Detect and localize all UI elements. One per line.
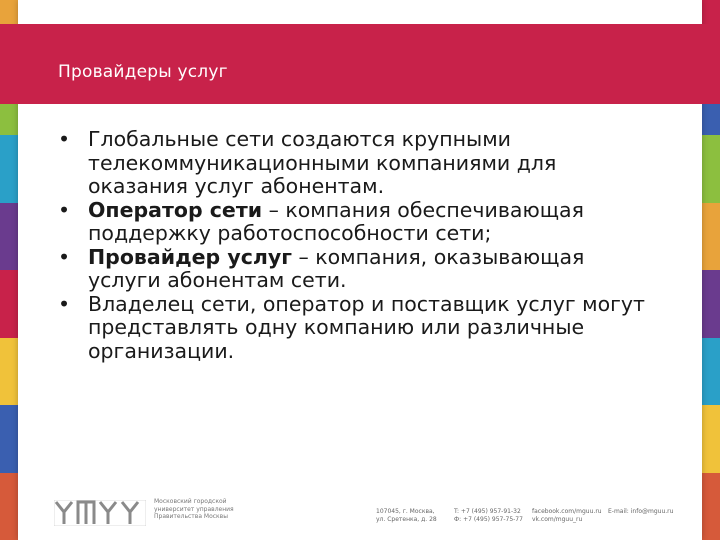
footer-address xyxy=(376,508,437,524)
footer-phone-line: T: +7 (495) 957-91-32 xyxy=(454,508,521,515)
logo-caption-line: Московский городской xyxy=(154,498,227,505)
bullet-dot-icon: • xyxy=(58,291,71,316)
bullet-list xyxy=(58,128,658,363)
bullet-bold-term: Оператор сети xyxy=(88,197,263,222)
footer-email-text[interactable]: E-mail: info@mguu.ru xyxy=(608,508,674,515)
footer-address-line: 107045, г. Москва, xyxy=(376,508,435,515)
bullet-item xyxy=(58,199,658,246)
footer-social-link[interactable]: vk.com/mguu_ru xyxy=(532,516,583,523)
footer-social-link[interactable]: facebook.com/mguu.ru xyxy=(532,508,602,515)
bullet-text: Владелец сети, оператор и поставщик услуг могут представлять одну компанию или различные организации. xyxy=(88,291,645,363)
logo-caption-line: университет управления xyxy=(154,505,234,513)
footer-phone-line: Ф: +7 (495) 957-75-77 xyxy=(454,516,523,523)
bullet-text: Глобальные сети создаются крупными телекоммуникационными компаниями для оказания услуг абонентам. xyxy=(88,127,557,198)
bullet-item xyxy=(58,128,658,199)
slide-footer xyxy=(18,492,702,532)
slide-title: Провайдеры услуг xyxy=(58,62,228,82)
bullet-dot-icon: • xyxy=(58,197,71,222)
bullet-item xyxy=(58,293,658,364)
bullet-dot-icon: • xyxy=(58,244,71,269)
footer-email[interactable] xyxy=(608,508,673,516)
footer-phones xyxy=(454,508,523,524)
university-logo-icon xyxy=(54,500,146,526)
logo-caption xyxy=(154,498,244,521)
bullet-text: – компания, оказывающая услуги абонентам сети. xyxy=(88,244,585,292)
bullet-bold-term: Провайдер услуг xyxy=(88,244,292,269)
footer-social xyxy=(532,508,602,524)
logo-caption-line: Правительства Москвы xyxy=(154,513,228,520)
bullet-dot-icon: • xyxy=(58,127,71,151)
footer-address-line: ул. Сретенка, д. 28 xyxy=(376,516,437,523)
bullet-text: – компания обеспечивающая поддержку работоспособности сети; xyxy=(88,197,584,245)
bullet-item xyxy=(58,246,658,293)
slide-header-band xyxy=(0,24,720,104)
